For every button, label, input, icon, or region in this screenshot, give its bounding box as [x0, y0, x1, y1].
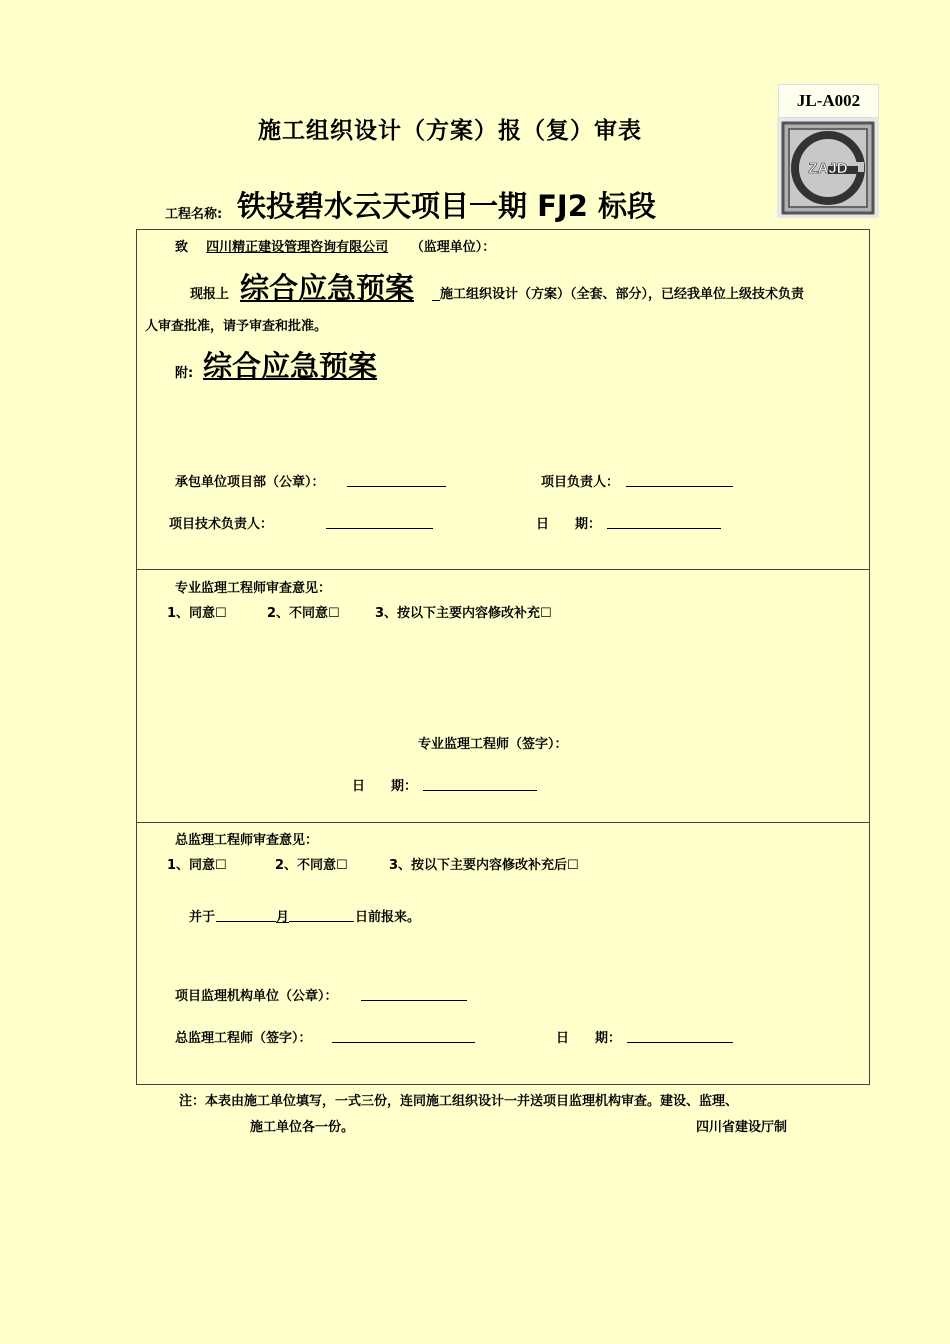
option-revise-after[interactable]: 3、按以下主要内容修改补充后☐ [389, 858, 579, 873]
date-blank[interactable] [627, 1028, 733, 1043]
report-text-line1: 施工组织设计（方案）（全套、部分），已经我单位上级技术负责 [440, 287, 805, 302]
specialist-signature-label: 专业监理工程师（签字）： [418, 737, 568, 752]
deadline-prefix: 并于 [189, 910, 216, 925]
underline-tail [432, 300, 440, 301]
section-divider [136, 569, 869, 570]
option-disagree[interactable]: 2、不同意☐ [267, 606, 340, 621]
supervision-org-label: 项目监理机构单位（公章）： [175, 989, 338, 1004]
deadline-month-label: 月 [276, 910, 290, 925]
logo-text: ZAJD [808, 160, 848, 177]
deadline-suffix: 日前报来。 [355, 910, 421, 925]
issuer: 四川省建设厅制 [696, 1120, 788, 1135]
date-blank[interactable] [423, 776, 537, 791]
date-label: 日 期： [556, 1031, 622, 1046]
report-document: 综合应急预案 [240, 271, 415, 305]
option-revise[interactable]: 3、按以下主要内容修改补充☐ [375, 606, 552, 621]
date-label: 日 期： [352, 779, 418, 794]
tech-lead-label: 项目技术负责人： [169, 517, 274, 532]
contractor-dept-blank[interactable] [347, 472, 446, 487]
project-lead-label: 项目负责人： [541, 475, 620, 490]
option-agree[interactable]: 1、同意☐ [167, 858, 227, 873]
addressee-line [175, 236, 495, 255]
deadline-day-blank[interactable] [289, 907, 354, 922]
contractor-dept-label: 承包单位项目部（公章）： [175, 475, 325, 490]
tech-lead-blank[interactable] [326, 514, 433, 529]
form-code: JL-A002 [778, 84, 879, 118]
footer-note-line2: 施工单位各一份。 [250, 1120, 355, 1135]
chief-review-heading: 总监理工程师审查意见： [175, 833, 319, 848]
footer-note-line1: 注：本表由施工单位填写，一式三份，连同施工组织设计一并送项目监理机构审查。建设、监理、 [179, 1094, 739, 1109]
attachment-label: 附: [175, 366, 194, 381]
specialist-review-heading: 专业监理工程师审查意见： [175, 581, 332, 596]
report-prefix: 现报上 [190, 287, 230, 302]
project-name: 铁投碧水云天项目一期 FJ2 标段 [237, 189, 656, 223]
supervision-org-blank[interactable] [361, 986, 467, 1001]
project-label: 工程名称: [165, 207, 223, 222]
report-text-line2: 人审查批准，请予审查和批准。 [145, 319, 328, 334]
project-lead-blank[interactable] [626, 472, 733, 487]
page-title: 施工组织设计（方案）报（复）审表 [258, 118, 642, 144]
to-prefix: 致 [175, 240, 189, 255]
date-blank[interactable] [607, 514, 721, 529]
attachment-document: 综合应急预案 [203, 349, 378, 383]
section-divider [136, 822, 869, 823]
option-agree[interactable]: 1、同意☐ [167, 606, 227, 621]
date-label: 日 期： [536, 517, 602, 532]
to-suffix: （监理单位）： [410, 240, 496, 255]
option-disagree[interactable]: 2、不同意☐ [275, 858, 348, 873]
deadline-month-blank[interactable] [216, 907, 276, 922]
chief-signature-blank[interactable] [332, 1028, 475, 1043]
supervision-unit: 四川精正建设管理咨询有限公司 [206, 240, 389, 255]
chief-signature-label: 总监理工程师（签字）： [175, 1031, 312, 1046]
